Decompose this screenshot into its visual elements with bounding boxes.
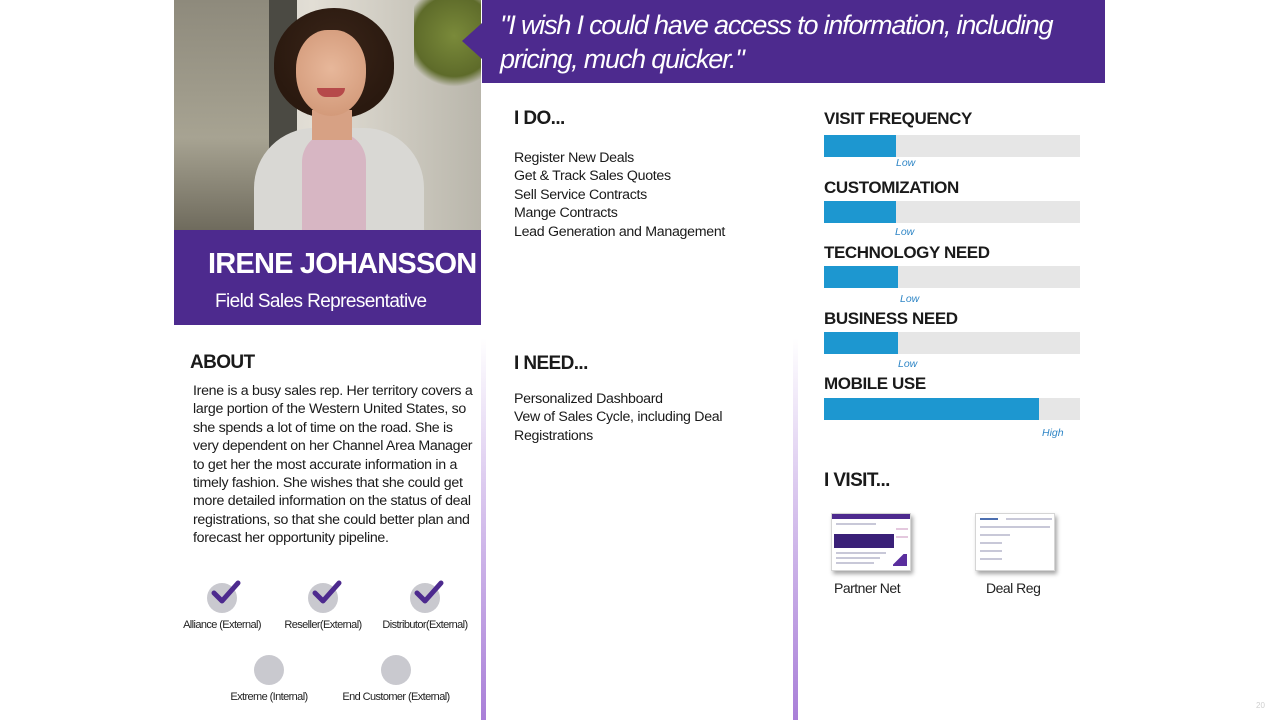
metric-bar-fill: [824, 201, 896, 223]
metric-title: BUSINESS NEED: [824, 309, 958, 328]
partner-type-end-customer: [341, 655, 451, 703]
partner-type-alliance: [182, 583, 262, 631]
i-do-list: [514, 149, 725, 241]
checkmark-icon: [209, 577, 241, 609]
about-text: Irene is a busy sales rep. Her territory covers a large portion of the Western United States, so she spends a lot of time on the road. She is very dependent on her Channel Area Manager to get her the most accurate information in a timely fashion. She wishes that she could get more detailed information on the status of deal registrations, so that she could better plan and forecast her opportunity pipeline.: [193, 383, 473, 547]
list-item: Registrations: [514, 427, 593, 444]
persona-name: IRENE JOHANSSON: [208, 248, 477, 280]
column-divider: [481, 84, 486, 720]
partner-net-thumbnail[interactable]: [831, 513, 911, 571]
list-item: Get & Track Sales Quotes: [514, 168, 671, 185]
metric-level: Low: [900, 293, 920, 305]
unchecked-circle-icon: [254, 655, 284, 685]
list-item: Personalized Dashboard: [514, 391, 663, 407]
metric-bar-track: [824, 398, 1080, 420]
partner-type-label: Extreme (Internal): [230, 691, 308, 703]
metric-level: Low: [896, 157, 916, 169]
partner-net-label[interactable]: Partner Net: [834, 580, 901, 596]
quote-pointer: [462, 23, 482, 59]
metric-bar-fill: [824, 398, 1039, 420]
metric-bar-track: [824, 135, 1080, 157]
metric-bar-fill: [824, 135, 896, 157]
metric-bar-fill: [824, 332, 898, 354]
partner-type-label: Distributor(External): [382, 619, 468, 631]
list-item: Vew of Sales Cycle, including Deal: [514, 409, 723, 426]
column-divider: [793, 84, 798, 720]
list-item: Lead Generation and Management: [514, 223, 726, 240]
metric-bar-track: [824, 266, 1080, 288]
partner-type-label: Reseller(External): [284, 619, 362, 631]
about-title: ABOUT: [190, 352, 255, 373]
list-item: Mange Contracts: [514, 205, 618, 222]
metric-title: TECHNOLOGY NEED: [824, 243, 990, 262]
partner-type-extreme: [224, 655, 314, 703]
partner-type-label: End Customer (External): [342, 691, 450, 703]
persona-quote: "I wish I could have access to information, including pricing, much quicker.": [500, 10, 1053, 74]
i-visit-title: I VISIT...: [824, 470, 890, 491]
page-number: 20: [1256, 701, 1265, 710]
list-item: Register New Deals: [514, 150, 634, 166]
metric-bar-fill: [824, 266, 898, 288]
i-need-title: I NEED...: [514, 353, 588, 374]
i-do-title: I DO...: [514, 108, 565, 129]
metric-bar-track: [824, 201, 1080, 223]
i-need-list: [514, 390, 722, 445]
metric-level: Low: [898, 358, 918, 370]
metric-title: VISIT FREQUENCY: [824, 109, 972, 128]
metric-level: Low: [895, 226, 915, 238]
metric-bar-track: [824, 332, 1080, 354]
metric-level: High: [1042, 427, 1064, 439]
deal-reg-label[interactable]: Deal Reg: [986, 580, 1041, 596]
persona-card: [174, 0, 481, 720]
checkmark-icon: [310, 577, 342, 609]
metric-title: CUSTOMIZATION: [824, 178, 959, 197]
persona-role: Field Sales Representative: [215, 291, 427, 312]
metric-title: MOBILE USE: [824, 374, 926, 393]
unchecked-circle-icon: [381, 655, 411, 685]
partner-type-distributor: [380, 583, 470, 631]
partner-type-reseller: [283, 583, 363, 631]
persona-photo: [174, 0, 481, 230]
deal-reg-thumbnail[interactable]: [975, 513, 1055, 571]
checkmark-icon: [412, 577, 444, 609]
partner-type-label: Alliance (External): [183, 619, 261, 631]
list-item: Sell Service Contracts: [514, 186, 647, 203]
